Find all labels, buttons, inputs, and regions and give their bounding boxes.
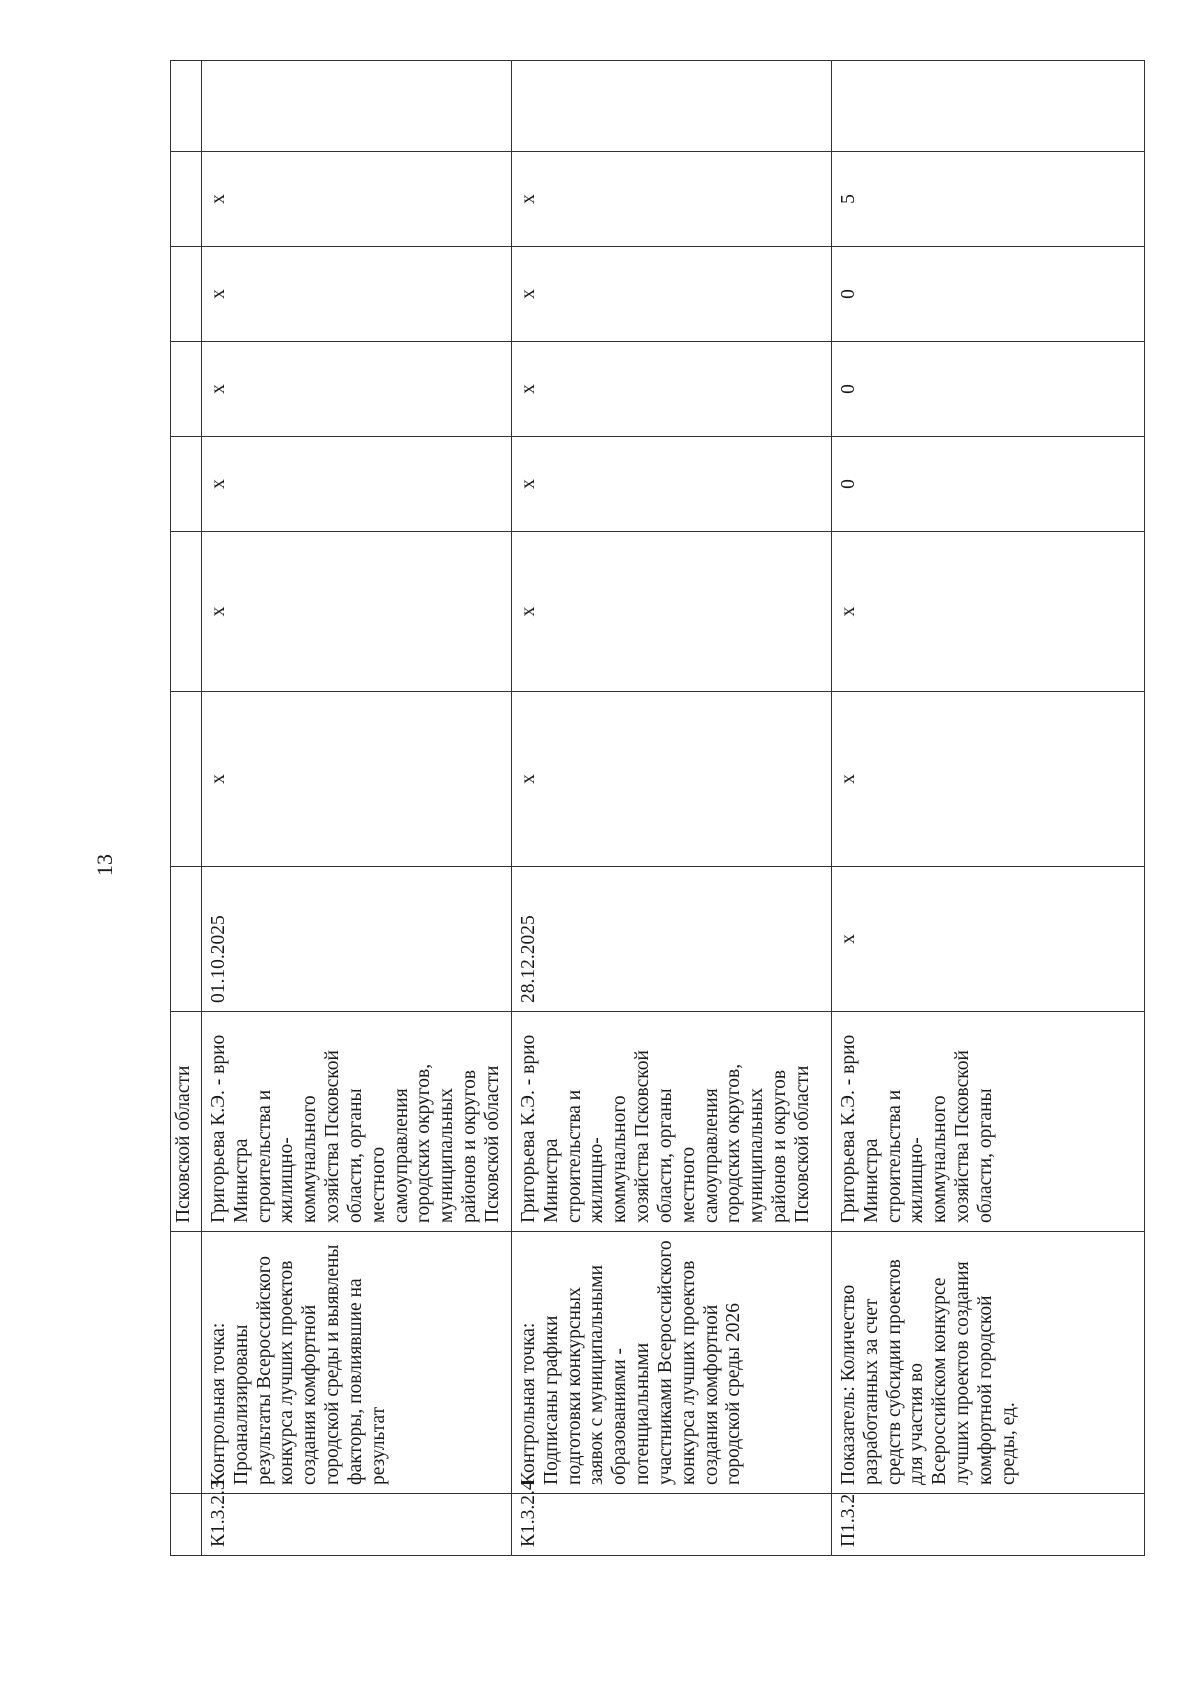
plan-table xyxy=(170,60,1145,1556)
value-cell: x xyxy=(832,532,1145,692)
table-row xyxy=(202,61,512,1556)
value-cell: x xyxy=(202,152,512,247)
header-cell xyxy=(171,61,202,152)
header-cell xyxy=(171,1232,202,1494)
value-cell: 0 xyxy=(832,437,1145,532)
table-row xyxy=(832,61,1145,1556)
table-row xyxy=(512,61,832,1556)
value-cell: x xyxy=(202,247,512,342)
value-cell: 5 xyxy=(832,152,1145,247)
row-description: Показатель: Количество разработанных за счет средств субсидии проектов для участия во Всероссийском конкурсе лучших проектов создания комфортной городской среды, ед. xyxy=(832,1232,1145,1494)
value-cell: 0 xyxy=(832,342,1145,437)
row-description: Контрольная точка: Проанализированы результаты Всероссийского конкурса лучших проектов создания комфортной городской среды и выявлены факторы, повлиявшие на результат xyxy=(202,1232,512,1494)
header-cell xyxy=(171,437,202,532)
page-number: 13 xyxy=(92,854,117,876)
header-cell xyxy=(171,867,202,1012)
value-cell: x xyxy=(202,692,512,867)
row-responsible: Григорьева К.Э. - врио Министра строительства и жилищно-коммунального хозяйства Псковской области, органы местного самоуправления городских округов, муниципальных районов и округов Псковской области xyxy=(202,1012,512,1232)
value-cell: x xyxy=(512,247,832,342)
header-cell xyxy=(171,152,202,247)
header-cell xyxy=(171,342,202,437)
value-cell: x xyxy=(512,532,832,692)
header-cell xyxy=(171,692,202,867)
header-cell xyxy=(171,1494,202,1556)
row-date: 01.10.2025 xyxy=(202,867,512,1012)
value-cell: x xyxy=(202,437,512,532)
value-cell: x xyxy=(512,152,832,247)
header-cell xyxy=(171,247,202,342)
header-cell: Псковской области xyxy=(171,1012,202,1232)
value-cell: x xyxy=(512,437,832,532)
value-cell: x xyxy=(202,342,512,437)
row-responsible: Григорьева К.Э. - врио Министра строительства и жилищно-коммунального хозяйства Псковской области, органы местного самоуправления городских округов, муниципальных районов и округов Псковской области xyxy=(512,1012,832,1232)
row-code: П1.3.2 xyxy=(832,1494,1145,1556)
header-cell xyxy=(171,532,202,692)
row-date: 28.12.2025 xyxy=(512,867,832,1012)
table-header-row xyxy=(171,61,202,1556)
row-code: К1.3.2.4 xyxy=(512,1494,832,1556)
value-cell: x xyxy=(512,342,832,437)
row-responsible: Григорьева К.Э. - врио Министра строительства и жилищно-коммунального хозяйства Псковской области, органы xyxy=(832,1012,1145,1232)
value-cell: x xyxy=(512,692,832,867)
value-cell: x xyxy=(832,692,1145,867)
row-description: Контрольная точка: Подписаны графики подготовки конкурсных заявок с муниципальными образованиями - потенциальными участниками Всероссийского конкурса лучших проектов создания комфортной городской среды 2026 xyxy=(512,1232,832,1494)
value-cell: 0 xyxy=(832,247,1145,342)
row-date: x xyxy=(832,867,1145,1012)
value-cell: x xyxy=(202,532,512,692)
row-code: К1.3.2.3 xyxy=(202,1494,512,1556)
